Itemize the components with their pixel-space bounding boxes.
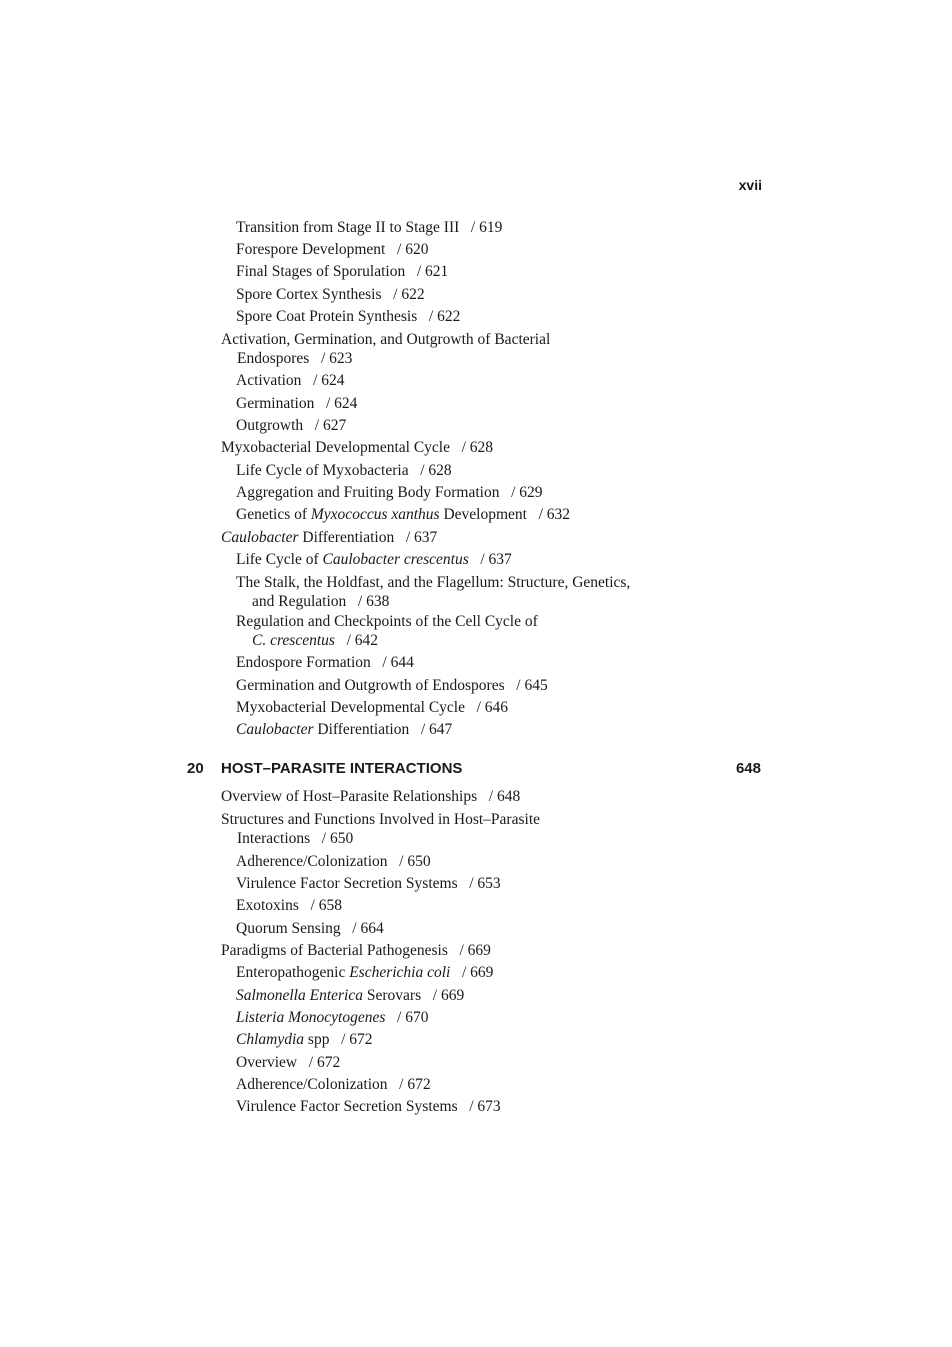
toc-entry: Regulation and Checkpoints of the Cell Cycle of C. crescentus / 642 bbox=[236, 613, 538, 649]
entry-title: Myxobacterial Developmental Cycle bbox=[236, 699, 465, 716]
entry-page: 648 bbox=[496, 788, 521, 805]
toc-entry: Germination and Outgrowth of Endospores / 645 bbox=[236, 677, 548, 694]
entry-page: 669 bbox=[467, 942, 491, 959]
entry-page: 673 bbox=[477, 1098, 501, 1115]
toc-entry: Salmonella Enterica Serovars / 669 bbox=[236, 987, 465, 1004]
entry-title: Life Cycle of bbox=[236, 551, 323, 568]
toc-entry: Germination / 624 bbox=[236, 395, 358, 412]
entry-page: 672 bbox=[407, 1076, 431, 1093]
entry-page: 629 bbox=[519, 484, 543, 501]
entry-title-italic: Caulobacter crescentus bbox=[322, 551, 469, 568]
entry-page: 621 bbox=[425, 263, 449, 280]
toc-entry: Listeria Monocytogenes / 670 bbox=[236, 1009, 429, 1026]
entry-title: Activation, Germination, and Outgrowth of Bacterial bbox=[221, 331, 551, 348]
entry-page: 672 bbox=[349, 1031, 373, 1048]
toc-entry: Overview / 672 bbox=[236, 1054, 341, 1071]
toc-entry: Enteropathogenic Escherichia coli / 669 bbox=[236, 964, 494, 981]
entry-title: Aggregation and Fruiting Body Formation bbox=[236, 484, 500, 501]
entry-page: 637 bbox=[488, 551, 512, 568]
entry-page: 638 bbox=[366, 593, 390, 610]
toc-entry: Myxobacterial Developmental Cycle / 646 bbox=[236, 699, 509, 716]
toc-entry: Endospore Formation / 644 bbox=[236, 654, 414, 671]
entry-page: 646 bbox=[484, 699, 509, 716]
toc-entry: Activation / 624 bbox=[236, 372, 345, 389]
entry-page: 642 bbox=[354, 632, 378, 649]
entry-title: Enteropathogenic bbox=[236, 964, 350, 981]
entry-title: Serovars bbox=[363, 987, 422, 1004]
entry-title: Spore Cortex Synthesis bbox=[236, 286, 382, 303]
entry-title: Regulation and Checkpoints of the Cell Cycle of bbox=[236, 613, 538, 630]
entry-title-italic: Caulobacter bbox=[221, 529, 299, 546]
toc-entry: Transition from Stage II to Stage III / 619 bbox=[236, 219, 503, 236]
toc-entry: Spore Cortex Synthesis / 622 bbox=[236, 286, 425, 303]
entry-page: 619 bbox=[479, 219, 503, 236]
entry-title-continued: C. crescentus bbox=[252, 632, 335, 649]
toc-entry: Virulence Factor Secretion Systems / 653 bbox=[236, 875, 501, 892]
entry-page: 669 bbox=[470, 964, 494, 981]
entry-title: Adherence/Colonization bbox=[236, 853, 388, 870]
entry-title: Differentiation bbox=[313, 721, 410, 738]
entry-page: 632 bbox=[546, 506, 571, 523]
entry-title-italic: Chlamydia bbox=[236, 1031, 305, 1048]
entry-page: 644 bbox=[390, 654, 414, 671]
entry-page: 650 bbox=[407, 853, 431, 870]
entry-page: 664 bbox=[360, 920, 384, 937]
toc-entry: Paradigms of Bacterial Pathogenesis / 669 bbox=[221, 942, 491, 959]
toc-entry: Virulence Factor Secretion Systems / 673 bbox=[236, 1098, 501, 1115]
toc-entry: Final Stages of Sporulation / 621 bbox=[236, 263, 449, 280]
entry-page: 622 bbox=[437, 308, 461, 325]
entry-page: 669 bbox=[440, 987, 465, 1004]
toc-entry: Genetics of Myxococcus xanthus Development / 632 bbox=[236, 506, 571, 523]
toc-entry: Quorum Sensing / 664 bbox=[236, 920, 384, 937]
entry-title-italic: Listeria Monocytogenes bbox=[236, 1009, 386, 1026]
entry-title: Virulence Factor Secretion Systems bbox=[236, 1098, 458, 1115]
entry-title-italic: Salmonella Enterica bbox=[236, 987, 363, 1004]
chapter-number: 20 bbox=[187, 760, 204, 777]
entry-page: 620 bbox=[405, 241, 429, 258]
page-number-folio: xvii bbox=[738, 177, 762, 193]
toc-entry: Forespore Development / 620 bbox=[236, 241, 429, 258]
entry-page: 658 bbox=[318, 897, 342, 914]
entry-page: 622 bbox=[401, 286, 425, 303]
entry-title: Myxobacterial Developmental Cycle bbox=[221, 439, 450, 456]
entry-title: Outgrowth bbox=[236, 417, 304, 434]
entry-title: Life Cycle of Myxobacteria bbox=[236, 462, 409, 479]
entry-title: Exotoxins bbox=[236, 897, 299, 914]
toc-entry: The Stalk, the Holdfast, and the Flagellum: Structure, Genetics, and Regulation / 638 bbox=[236, 574, 631, 610]
entry-page: 647 bbox=[429, 721, 453, 738]
entry-title: Overview of Host–Parasite Relationships bbox=[221, 788, 478, 805]
entry-title: Forespore Development bbox=[236, 241, 386, 258]
entry-title: Differentiation bbox=[298, 529, 395, 546]
entry-title: Final Stages of Sporulation bbox=[236, 263, 406, 280]
entry-title: The Stalk, the Holdfast, and the Flagellum: Structure, Genetics, bbox=[236, 574, 631, 591]
entry-page: 624 bbox=[321, 372, 345, 389]
toc-entry: Adherence/Colonization / 650 bbox=[236, 853, 431, 870]
entry-page: 624 bbox=[334, 395, 358, 412]
toc-entry: Chlamydia spp / 672 bbox=[236, 1031, 373, 1048]
toc-entry: Outgrowth / 627 bbox=[236, 417, 347, 434]
entry-title: Germination and Outgrowth of Endospores bbox=[236, 677, 505, 694]
entry-title: Quorum Sensing bbox=[236, 920, 341, 937]
entry-page: 645 bbox=[524, 677, 548, 694]
toc-entry: Overview of Host–Parasite Relationships / 648 bbox=[221, 788, 521, 805]
entry-title: Activation bbox=[236, 372, 302, 389]
toc-entry: Aggregation and Fruiting Body Formation / 629 bbox=[236, 484, 543, 501]
toc-entry: Spore Coat Protein Synthesis / 622 bbox=[236, 308, 461, 325]
entry-title: Adherence/Colonization bbox=[236, 1076, 388, 1093]
toc-entry: Life Cycle of Caulobacter crescentus / 637 bbox=[236, 551, 512, 568]
entry-title: Development bbox=[439, 506, 527, 523]
entry-page: 670 bbox=[405, 1009, 429, 1026]
entry-title: Endospore Formation bbox=[236, 654, 371, 671]
entry-page: 650 bbox=[329, 830, 354, 847]
toc-entry: Activation, Germination, and Outgrowth of Bacterial Endospores / 623 bbox=[221, 331, 551, 367]
toc-entry: Life Cycle of Myxobacteria / 628 bbox=[236, 462, 452, 479]
entry-title: Genetics of bbox=[236, 506, 311, 523]
entry-title-italic: Escherichia coli bbox=[349, 964, 451, 981]
entry-title-italic: Caulobacter bbox=[236, 721, 314, 738]
entry-page: 628 bbox=[469, 439, 494, 456]
toc-entry: Caulobacter Differentiation / 637 bbox=[221, 529, 438, 546]
entry-title: Structures and Functions Involved in Host–Parasite bbox=[221, 811, 540, 828]
entry-title-continued: Interactions bbox=[237, 830, 311, 847]
toc-entry: Exotoxins / 658 bbox=[236, 897, 342, 914]
entry-page: 653 bbox=[477, 875, 501, 892]
entry-title: Transition from Stage II to Stage III bbox=[236, 219, 460, 236]
chapter-page: 648 bbox=[735, 760, 761, 777]
entry-title-italic: Myxococcus xanthus bbox=[310, 506, 440, 523]
entry-page: 628 bbox=[428, 462, 452, 479]
entry-title: Paradigms of Bacterial Pathogenesis bbox=[221, 942, 448, 959]
entry-title: spp bbox=[304, 1031, 330, 1048]
entry-page: 672 bbox=[316, 1054, 341, 1071]
entry-title: Spore Coat Protein Synthesis bbox=[236, 308, 418, 325]
toc-entry: Adherence/Colonization / 672 bbox=[236, 1076, 431, 1093]
toc-entry: Caulobacter Differentiation / 647 bbox=[236, 721, 453, 738]
entry-page: 627 bbox=[322, 417, 347, 434]
entry-page: 623 bbox=[329, 350, 353, 367]
entry-title: Virulence Factor Secretion Systems bbox=[236, 875, 458, 892]
entry-title: Overview bbox=[236, 1054, 298, 1071]
entry-title-continued: Endospores bbox=[237, 350, 310, 367]
toc-entry: Structures and Functions Involved in Host–Parasite Interactions / 650 bbox=[221, 811, 540, 847]
entry-title: Germination bbox=[236, 395, 315, 412]
toc-entry: Myxobacterial Developmental Cycle / 628 bbox=[221, 439, 494, 456]
entry-page: 637 bbox=[414, 529, 438, 546]
chapter-title: HOST–PARASITE INTERACTIONS bbox=[221, 760, 463, 777]
entry-title-continued: and Regulation bbox=[252, 593, 347, 610]
